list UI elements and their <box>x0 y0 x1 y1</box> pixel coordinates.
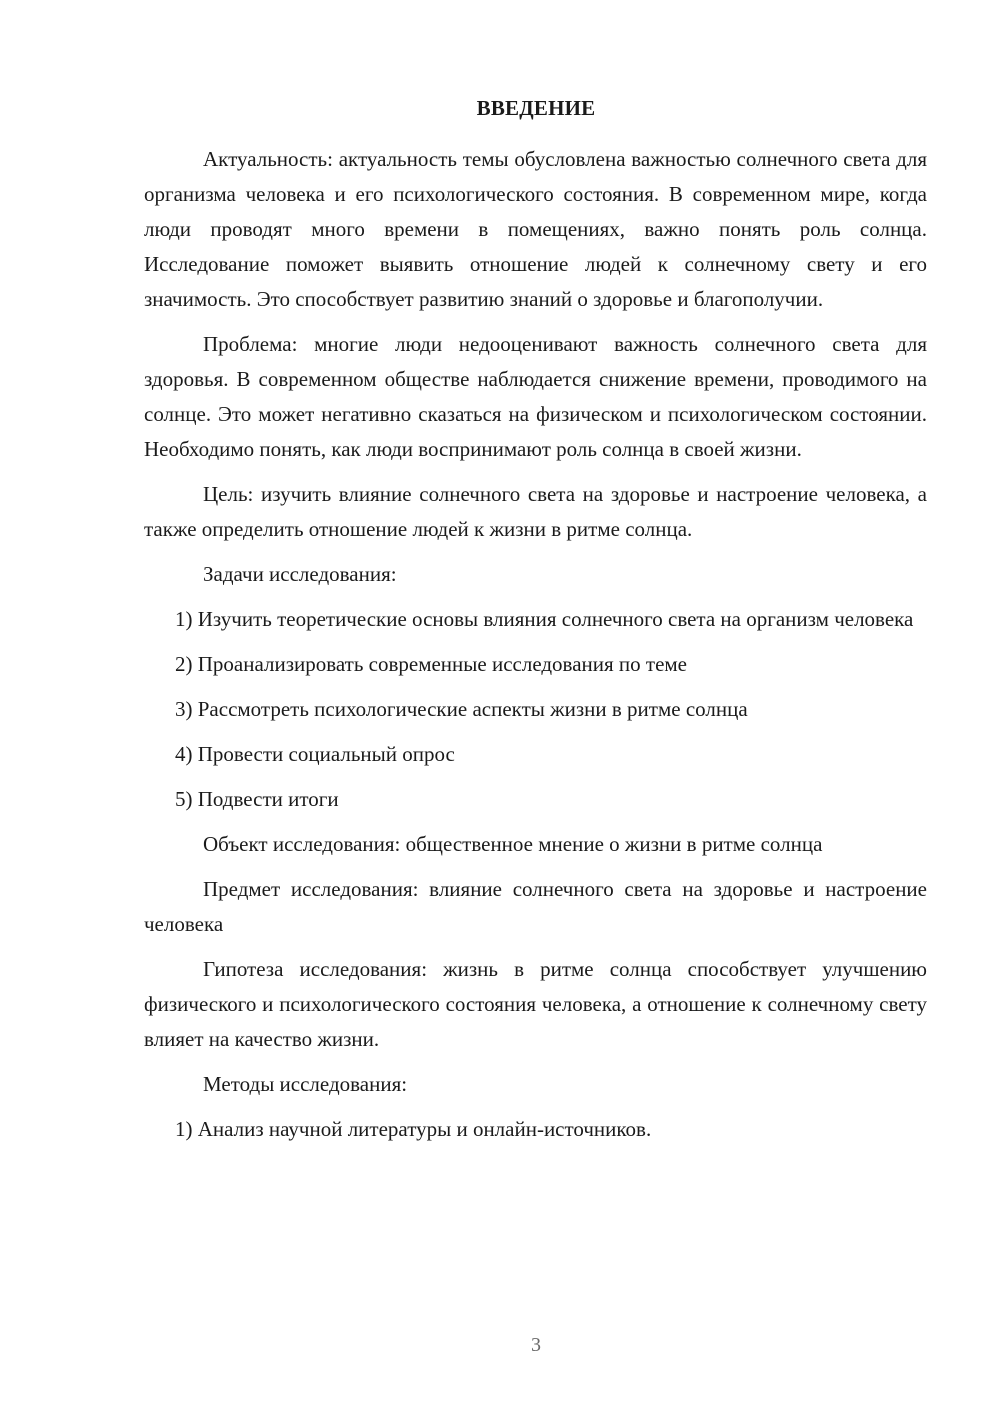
method-item: 1) Анализ научной литературы и онлайн-источников. <box>175 1117 652 1141</box>
hypothesis-paragraph: Гипотеза исследования: жизнь в ритме солнца способствует улучшению физического и психологического состояния человека, а отношение к солнечному свету влияет на качество жизни. <box>144 957 927 1051</box>
object-paragraph: Объект исследования: общественное мнение о жизни в ритме солнца <box>203 832 823 856</box>
task-item: 5) Подвести итоги <box>175 787 339 811</box>
task-item: 4) Провести социальный опрос <box>175 742 455 766</box>
page-title: ВВЕДЕНИЕ <box>476 96 596 120</box>
problem-paragraph: Проблема: многие люди недооценивают важность солнечного света для здоровья. В современном обществе наблюдается снижение времени, проводимого на солнце. Это может негативно сказаться на физическом и психологическом состоянии. Необходимо понять, как люди воспринимают роль солнца в своей жизни. <box>144 332 927 461</box>
task-item: 2) Проанализировать современные исследования по теме <box>175 652 687 676</box>
task-item: 1) Изучить теоретические основы влияния солнечного света на организм человека <box>175 607 914 631</box>
relevance-paragraph: Актуальность: актуальность темы обусловлена важностью солнечного света для организма человека и его психологического состояния. В современном мире, когда люди проводят много времени в помещениях, важно понять роль солнца. Исследование поможет выявить отношение людей к солнечному свету и его значимость. Это способствует развитию знаний о здоровье и благополучии. <box>144 147 927 311</box>
document-body <box>144 142 927 1157</box>
goal-paragraph: Цель: изучить влияние солнечного света на здоровье и настроение человека, а также определить отношение людей к жизни в ритме солнца. <box>144 482 927 541</box>
subject-paragraph: Предмет исследования: влияние солнечного света на здоровье и настроение человека <box>144 877 927 936</box>
page-number: 3 <box>531 1334 541 1356</box>
task-item: 3) Рассмотреть психологические аспекты жизни в ритме солнца <box>175 697 748 721</box>
tasks-heading: Задачи исследования: <box>203 562 397 586</box>
methods-heading: Методы исследования: <box>203 1072 408 1096</box>
